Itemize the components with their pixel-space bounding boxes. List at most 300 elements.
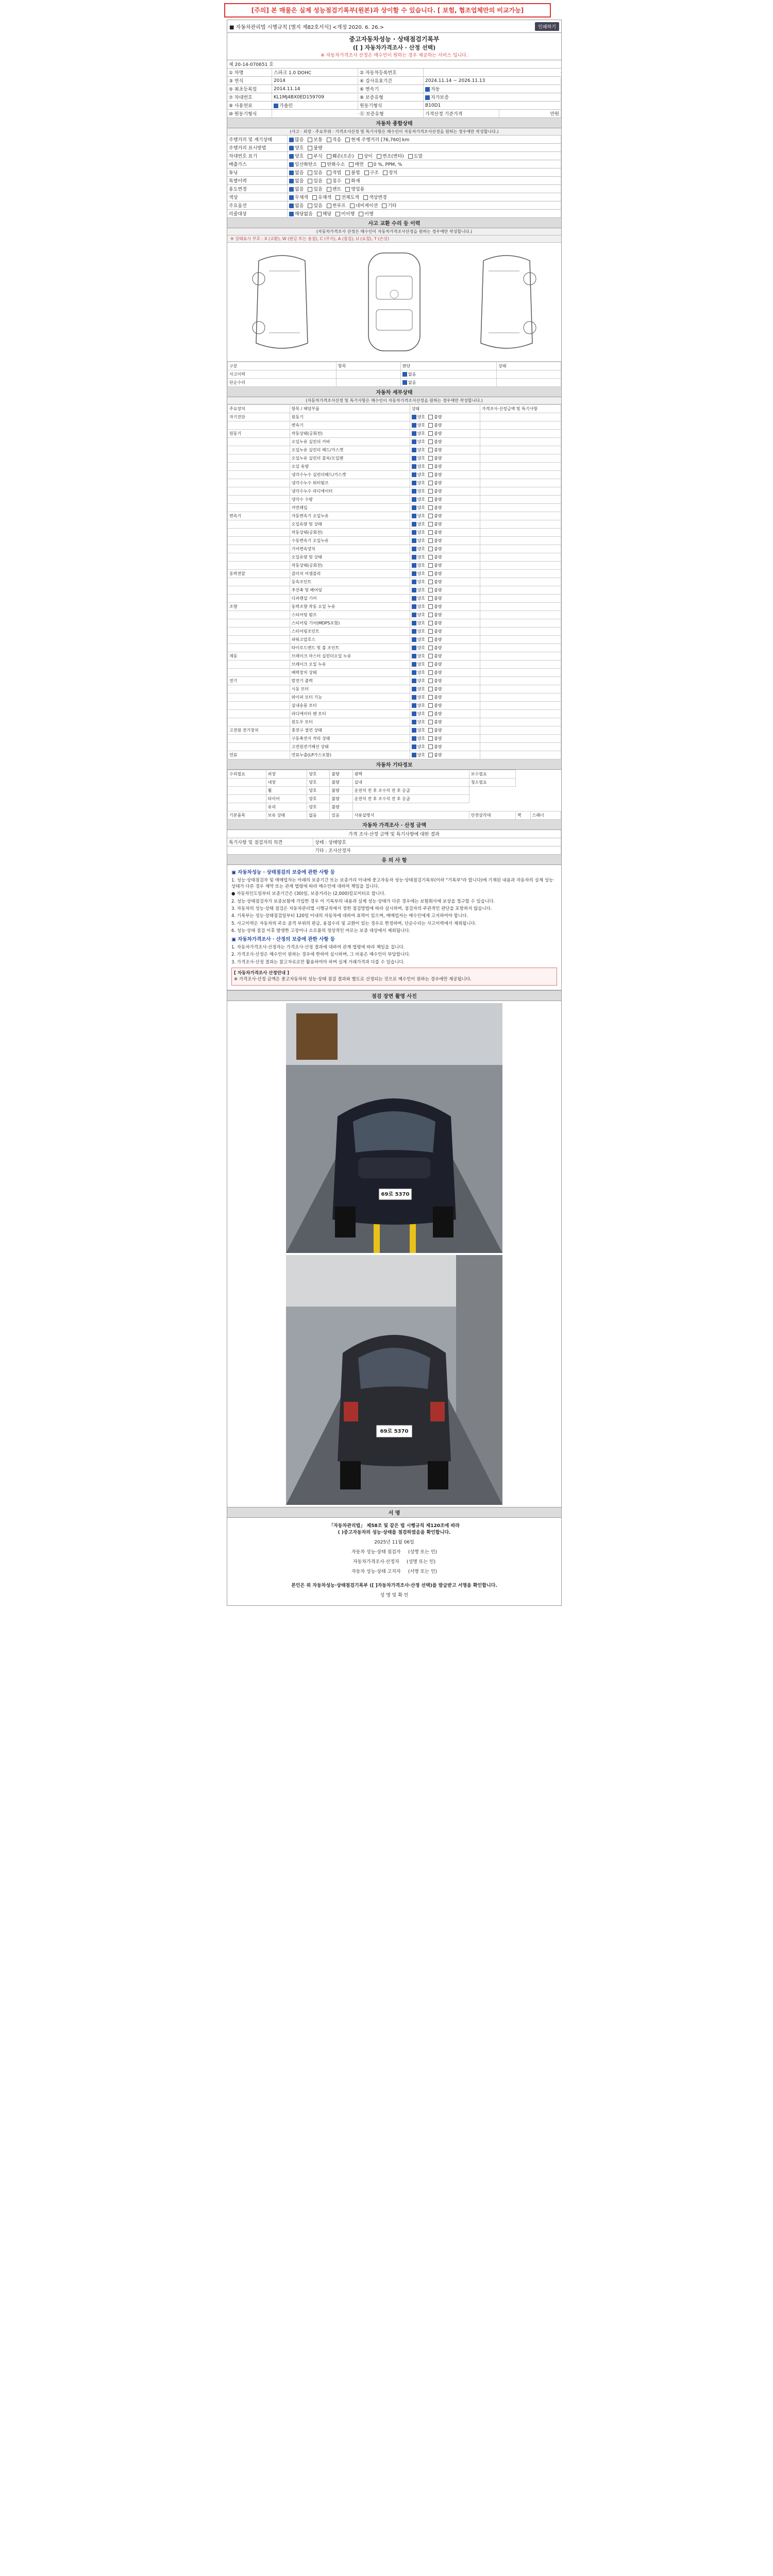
checkbox-icon [412,415,416,419]
checkbox-icon [412,456,416,461]
checkbox-icon [289,195,294,200]
detail-group [228,537,290,545]
checkbox-icon [382,204,386,208]
state-label: 양호 [417,613,426,617]
state-label: 양호 [417,489,426,494]
state-label: 불량 [434,703,442,708]
checkbox-icon [412,621,416,625]
price-notice-title: [ 자동차가격조사 산정안내 ] [234,970,289,976]
checkbox-icon [335,195,340,200]
state-row [227,177,561,185]
state-label: 불량 [434,538,442,543]
detail-note [480,520,561,529]
state-label: 양호 [417,588,426,592]
checkbox-icon [412,431,416,436]
option-cell: 양호 [307,795,330,803]
detail-note [480,586,561,595]
option-cell: 운전석 전 후 조수석 전 후 응급 [352,795,469,803]
detail-row [228,512,561,520]
state-label: 양호 [417,629,426,634]
state-row-options [288,210,561,217]
price-notice-text: ※ 가격조사·산정 금액은 중고자동차의 성능·상태 점검 결과와 별도로 산정되는 것으로 매수인이 원하는 경우에만 제공됩니다. [234,977,472,982]
detail-group: 원동기 [228,430,290,438]
checkbox-icon [428,580,433,584]
checkbox-icon [412,637,416,642]
detail-row [228,619,561,628]
state-row-label: 색상 [227,193,288,201]
state-label: 불량 [434,588,442,592]
state-label: 불량 [434,530,442,535]
detail-item: 스티어링 펌프 [290,611,410,619]
state-label: 불량 [434,654,442,658]
state-row-label: 리콜대상 [227,210,288,217]
checkbox-icon [412,571,416,576]
detail-note [480,710,561,718]
detail-state [410,504,480,512]
checkbox-icon [363,195,368,200]
state-label: 불량 [434,728,442,733]
section-options: 자동차 기타정보 [227,759,561,770]
accident-row-value: 없음 [400,370,496,379]
checkbox-icon [412,662,416,667]
option-label: 기타 [388,204,397,209]
checkbox-icon [308,171,312,175]
option-cell: 사용설명서 [352,811,469,820]
detail-group [228,529,290,537]
detail-note [480,553,561,562]
option-label: 색상변경 [368,195,387,200]
detail-state [410,553,480,562]
checkbox-icon [308,138,312,142]
detail-note [480,430,561,438]
label-engine-type: ⑩ 원동기형식 [227,110,272,117]
checkbox-icon [428,472,433,477]
detail-row [228,685,561,693]
option-cell: 양호 [307,778,330,787]
checkbox-icon [327,138,331,142]
checkbox-icon [428,464,433,469]
basic-info-table [227,69,561,118]
checkbox-icon [428,530,433,535]
state-label: 불량 [434,720,442,724]
notice-paragraph: 1. 자동차가격조사·산정자는 가격조사·산정 결과에 대하여 관계 법령에 따라 책임을 집니다. [231,945,405,951]
option-cell: 타이어 [266,795,307,803]
state-label: 양호 [417,703,426,708]
detail-row [228,487,561,496]
detail-item: 냉각수누수 워터펌프 [290,479,410,487]
detail-item: 오일누유 실린더 블록/오일팬 [290,454,410,463]
sign-row-3: 자동차 성능·상태 고지자 (서명 또는 인) [351,1569,438,1574]
detail-group [228,735,290,743]
checkbox-icon [349,162,354,167]
state-label: 양호 [417,711,426,716]
state-label: 불량 [434,439,442,444]
detail-group: 전기 [228,677,290,685]
state-label: 불량 [434,662,442,667]
option-cell: 양호 [307,770,330,778]
detail-note [480,693,561,702]
detail-state [410,693,480,702]
checkbox-icon [428,670,433,675]
label-model: ① 차명 [227,69,272,76]
checkbox-icon [428,604,433,609]
detail-state [410,487,480,496]
checkbox-icon [412,522,416,527]
detail-row [228,545,561,553]
detail-note [480,446,561,454]
state-label: 양호 [417,571,426,576]
option-label: 상이 [363,154,373,159]
checkbox-icon [335,212,340,216]
accident-row-value: 없음 [400,379,496,387]
checkbox-icon [408,154,413,159]
checkbox-icon [428,753,433,757]
detail-state [410,644,480,652]
detail-state [410,512,480,520]
option-cell: 스패너 [530,811,561,820]
detail-row [228,578,561,586]
state-row-options [288,177,561,184]
checkbox-icon [428,703,433,708]
notice-paragraph: 4. 기록부는 성능·상태점검일부터 120일 이내의 자동차에 대하여 효력이 있으며, 매매업자는 매수인에게 고지하여야 합니다. [231,913,468,919]
options-table [227,770,561,820]
checkbox-icon [428,448,433,452]
detail-row [228,702,561,710]
section-car-state-sub: (사고 · 외장 · 주요부위 · 가격조사산정 및 특기사항은 매수인이 자동차가격조사산정을 원하는 경우에만 작성합니다.) [227,128,561,135]
checkbox-icon [412,744,416,749]
col-header: 구분 [228,362,337,370]
detail-note [480,570,561,578]
checkbox-icon [428,489,433,494]
state-label: 양호 [417,448,426,452]
checkbox-icon [412,448,416,452]
detail-row [228,735,561,743]
notice-paragraph: 3. 가격조사·산정 결과는 참고자료로만 활용하여야 하며 실제 거래가격과 다를 수 있습니다. [231,959,405,965]
state-label: 양호 [417,720,426,724]
state-label: 불량 [434,431,442,436]
car-side-right-diagram [473,250,540,353]
detail-group [228,595,290,603]
detail-row [228,446,561,454]
state-row-label: 튜닝 [227,168,288,176]
checkbox-icon [412,695,416,700]
section-price: 자동차 가격조사 · 산정 금액 [227,820,561,830]
state-label: 불량 [434,687,442,691]
checkbox-icon [428,728,433,733]
detail-note [480,578,561,586]
detail-item: 동력조향 작동 오일 누유 [290,603,410,611]
detail-group [228,545,290,553]
detail-group [228,504,290,512]
detail-row [228,529,561,537]
state-row-label: 주요옵션 [227,201,288,209]
detail-state [410,718,480,726]
page-subtitle: ([ ] 자동차가격조사 · 산정 선택) [352,44,436,51]
checkbox-icon [428,711,433,716]
detail-row [228,669,561,677]
detail-group [228,496,290,504]
state-label: 불량 [434,448,442,452]
checkbox-icon [425,87,430,92]
sign-text-2: ( )중고자동차의 성능·상태를 점검하였음을 확인합니다. [338,1530,451,1535]
checkbox-icon [358,154,363,159]
value-inspection-period: 2024.11.14 ~ 2026.11.13 [424,78,561,84]
detail-state [410,619,480,628]
detail-row [228,454,561,463]
checkbox-icon [383,171,388,175]
detail-note [480,619,561,628]
detail-item: 타이로드엔드 및 볼 조인트 [290,644,410,652]
detail-item: 구동축전지 격리 상태 [290,735,410,743]
checkbox-icon [428,571,433,576]
detail-note [480,669,561,677]
option-label: 훼손(오손) [332,154,354,159]
rear-photo [286,1255,502,1505]
state-label: 양호 [417,439,426,444]
detail-note [480,463,561,471]
detail-group [228,438,290,446]
state-label: 불량 [434,571,442,576]
option-row [228,795,561,803]
detail-row [228,537,561,545]
checkbox-icon [289,171,294,175]
checkbox-icon [428,456,433,461]
checkbox-icon [428,687,433,691]
state-label: 양호 [417,456,426,461]
option-cell [228,778,266,787]
option-label: 영업용 [351,187,365,192]
checkbox-icon [308,187,312,192]
detail-item: 고전원전기배선 상태 [290,743,410,751]
detail-row [228,751,561,759]
detail-item: 브레이크 오일 누유 [290,660,410,669]
checkbox-icon [412,646,416,650]
notice-paragraph: 5. 사고이력은 자동차의 주요 골격 부위의 판금, 용접수리 및 교환이 있는 경우로 한정하며, 단순수리는 사고이력에서 제외됩니다. [231,921,477,926]
checkbox-icon [428,736,433,741]
state-label: 양호 [417,670,426,675]
state-label: 불량 [434,481,442,485]
label-regno: ② 자동차등록번호 [358,69,424,76]
detail-row [228,504,561,512]
detail-item: 디퍼렌셜 기어 [290,595,410,603]
checkbox-icon [412,481,416,485]
notice-heading-2: ▣ 자동차가격조사 · 산정의 보증에 관한 사항 등 [231,937,335,943]
sign-row-1: 자동차 성능·상태 점검자 (성명 또는 인) [351,1549,438,1555]
detail-row [228,595,561,603]
detail-note [480,743,561,751]
label-year: ③ 연식 [227,77,272,84]
state-label: 불량 [434,472,442,477]
state-row [227,193,561,201]
detail-item: 윈도우 모터 [290,718,410,726]
detail-note [480,529,561,537]
label-warranty: ⑧ 보증유형 [358,93,424,101]
option-cell: 실내 [352,778,469,787]
detail-note [480,652,561,660]
label-inspection-period: ④ 검사유효기간 [358,77,424,84]
detail-row [228,718,561,726]
option-cell [228,795,266,803]
notice-body [227,865,561,990]
detail-note [480,512,561,520]
detail-group [228,644,290,652]
checkbox-icon [412,580,416,584]
option-cell: 양호 [307,787,330,795]
checkbox-icon [308,154,312,159]
detail-state [410,454,480,463]
notice-paragraph: 6. 성능·상태 점검 이후 발생한 고장이나 소모품의 정상적인 마모는 보증 대상에서 제외됩니다. [231,928,411,934]
license-plate-rear: 69로 5370 [380,1428,409,1434]
detail-group [228,479,290,487]
value-vin: KL1MJ4BX0ED159709 [272,94,358,100]
state-label: 양호 [417,637,426,642]
option-label: 없음 [295,171,304,176]
checkbox-icon [289,138,294,142]
option-cell [228,787,266,795]
detail-state [410,751,480,759]
state-label: 불량 [434,695,442,700]
detail-group: 조향 [228,603,290,611]
detail-row [228,463,561,471]
option-label: 많음 [295,138,304,143]
option-label: 매연 [355,162,364,167]
checkbox-icon [412,711,416,716]
detail-state [410,421,480,430]
detail-state [410,537,480,545]
checkbox-icon [412,736,416,741]
option-cell: 외장 [266,770,307,778]
detail-item: 오일누유 실린더 헤드/가스켓 [290,446,410,454]
checkbox-icon [412,547,416,551]
col-header: 상태 [410,405,480,413]
detail-note [480,471,561,479]
state-label: 불량 [434,456,442,461]
detail-state [410,660,480,669]
page-title: 중고자동차성능 · 상태점검기록부 [349,36,440,43]
car-top-diagram [358,248,430,356]
detail-state [410,471,480,479]
label-warranty-type: ⑪ 보증유형 [358,110,424,117]
detail-item: 작동상태(공회전) [290,562,410,570]
section-photo: 점검 장면 촬영 사진 [227,990,561,1001]
label-fuel: ⑨ 사용연료 [227,101,272,109]
option-label: 렌트 [332,187,342,192]
section-accident-sub: (자동차가격조사 산정은 매수인이 자동차가격조사산정을 원하는 경우에만 작성합니다.) [227,228,561,235]
section-detail-sub: (자동차가격조사산정 및 특기사항은 매수인이 자동차가격조사산정을 원하는 경우에만 작성합니다.) [227,397,561,404]
state-label: 불량 [434,547,442,551]
state-label: 양호 [417,423,426,428]
state-label: 불량 [434,580,442,584]
option-label: 있음 [313,179,323,184]
accident-row-label: 단순수리 [228,379,337,387]
detail-group [228,463,290,471]
checkbox-icon [428,744,433,749]
print-button[interactable]: 인쇄하기 [535,22,559,31]
price-line: 가격 조사·산정 금액 및 특기사항에 대한 결과 [227,830,561,838]
notice-paragraph: 1. 성능·상태점검자 및 매매업자는 아래의 보증기간 또는 보증거리 이내에 중고자동차 성능·상태점검기록부(이하 "기록부"라 합니다)에 기재된 내용과 자동차의 실제 성능·상태가 다른 경우 계약 또는 관계 법령에 따라 매수인에 대하여 책임을 집니다. [231,877,554,890]
detail-item: 변속기 [290,421,410,430]
checkbox-icon [327,171,331,175]
option-cell: 청소필요 [469,778,515,787]
checkbox-icon [428,415,433,419]
option-label: 불법 [351,171,360,176]
state-label: 양호 [417,728,426,733]
detail-group [228,487,290,496]
detail-state [410,479,480,487]
col-header: 항목 / 해당부품 [290,405,410,413]
detail-group [228,562,290,570]
checkbox-icon [289,212,294,216]
option-label: 썬루프 [332,204,346,209]
checkbox-icon [308,204,312,208]
checkbox-icon [412,530,416,535]
col-header: 가격조사·산정금액 및 특기사항 [480,405,561,413]
checkbox-icon [412,654,416,658]
detail-group [228,421,290,430]
notice-heading-1: ▣ 자동차성능 · 상태점검의 보증에 관한 사항 등 [231,870,335,875]
detail-item: 오일누유 실린더 커버 [290,438,410,446]
detail-row [228,603,561,611]
detail-state [410,586,480,595]
option-cell [228,803,266,811]
value-base-price: 만원 [499,110,561,117]
detail-note [480,702,561,710]
notice-paragraph: 2. 성능·상태점검자가 보증보험에 가입한 경우 이 기록부의 내용과 실제 성능·상태가 다른 경우에는 보험회사에 보상을 청구할 수 있습니다. [231,899,495,904]
state-label: 불량 [434,464,442,469]
detail-item: 작동상태(공회전) [290,430,410,438]
state-row [227,160,561,168]
detail-item: 오일 유량 [290,463,410,471]
checkbox-icon [327,204,331,208]
detail-group [228,619,290,628]
option-label: 적법 [332,171,342,176]
option-label: 구조 [369,171,379,176]
detail-state [410,611,480,619]
state-label: 양호 [417,505,426,510]
state-row-label: 주행거리 표시방법 [227,144,288,151]
col-header: 항목 [336,362,400,370]
value-year: 2014 [272,78,358,84]
col-header: 주요장치 [228,405,290,413]
value-model: 스파크 1.0 DOHC [272,69,358,76]
checkbox-icon [412,670,416,675]
checkbox-icon [312,195,317,200]
state-label: 불량 [434,736,442,741]
license-plate-front: 69로 5370 [381,1191,410,1197]
checkbox-icon [350,204,355,208]
detail-item: 스티어링조인트 [290,628,410,636]
detail-item: 발전기 출력 [290,677,410,685]
detail-row [228,430,561,438]
state-row-options [288,160,561,168]
option-label: 이행 [364,212,374,217]
detail-row [228,677,561,685]
option-label: 네비게이션 [355,204,378,209]
col-header: 상태 [497,362,561,370]
detail-state [410,726,480,735]
checkbox-icon [412,703,416,708]
sign-date: 2025년 11월 06일 [374,1539,414,1545]
checkbox-icon [428,662,433,667]
detail-group: 제동 [228,652,290,660]
checkbox-icon [428,514,433,518]
option-cell: 유리 [266,803,307,811]
checkbox-icon [345,138,350,142]
label-transmission: ⑥ 변속기 [358,85,424,93]
detail-note [480,611,561,619]
checkbox-icon [428,538,433,543]
detail-item: 냉각수 수량 [290,496,410,504]
